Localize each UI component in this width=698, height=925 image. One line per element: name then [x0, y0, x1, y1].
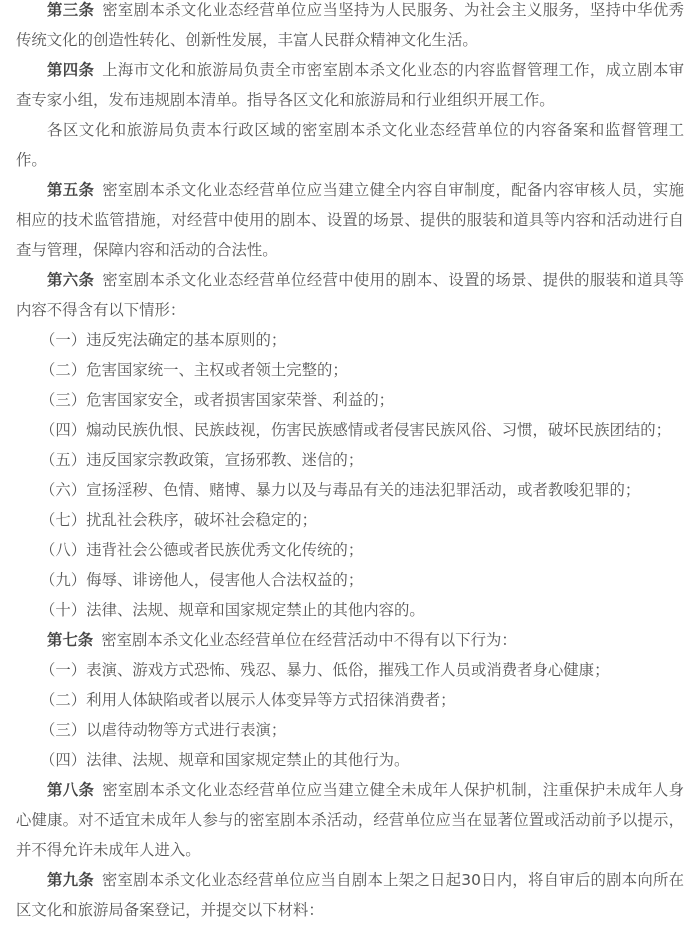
article-text: 密室剧本杀文化业态经营单位经营中使用的剧本、设置的场景、提供的服装和道具等内容不得含有以下情形： — [16, 271, 684, 319]
article-7 — [16, 625, 684, 655]
article-3 — [16, 0, 684, 55]
article-label: 第八条 — [47, 781, 95, 799]
list-item: （八）违背社会公德或者民族优秀文化传统的； — [40, 541, 364, 559]
article-6 — [16, 265, 684, 325]
list-item: （九）侮辱、诽谤他人，侵害他人合法权益的； — [40, 571, 364, 589]
article-text: 密室剧本杀文化业态经营单位在经营活动中不得有以下行为： — [101, 631, 517, 649]
list-item: （六）宣扬淫秽、色情、赌博、暴力以及与毒品有关的违法犯罪活动，或者教唆犯罪的； — [40, 481, 641, 499]
article-text: 上海市文化和旅游局负责全市密室剧本杀文化业态的内容监督管理工作，成立剧本审查专家小组，发布违规剧本清单。指导各区文化和旅游局和行业组织开展工作。 — [16, 61, 684, 109]
article-4-paragraph-2: 各区文化和旅游局负责本行政区域的密室剧本杀文化业态经营单位的内容备案和监督管理工作。 — [16, 121, 684, 169]
article-8 — [16, 775, 684, 865]
article-text: 密室剧本杀文化业态经营单位应当建立健全内容自审制度，配备内容审核人员，实施相应的技术监管措施，对经营中使用的剧本、设置的场景、提供的服装和道具等内容和活动进行自查与管理，保障内容和活动的合法性。 — [16, 181, 684, 259]
article-5 — [16, 175, 684, 265]
list-item: （二）危害国家统一、主权或者领土完整的； — [40, 361, 348, 379]
article-label: 第三条 — [47, 1, 95, 19]
list-item: （四）法律、法规、规章和国家规定禁止的其他行为。 — [40, 751, 410, 769]
list-item: （十）法律、法规、规章和国家规定禁止的其他内容的。 — [40, 601, 425, 619]
article-text: 密室剧本杀文化业态经营单位应当自剧本上架之日起30日内，将自审后的剧本向所在区文化和旅游局备案登记，并提交以下材料： — [16, 871, 684, 919]
list-item: （一）表演、游戏方式恐怖、残忍、暴力、低俗，摧残工作人员或消费者身心健康； — [40, 661, 610, 679]
list-item: （二）利用人体缺陷或者以展示人体变异等方式招徕消费者； — [40, 691, 456, 709]
article-label: 第九条 — [47, 871, 94, 889]
article-label: 第五条 — [47, 181, 95, 199]
article-4 — [16, 55, 684, 115]
article-text: 密室剧本杀文化业态经营单位应当建立健全未成年人保护机制，注重保护未成年人身心健康。对不适宜未成年人参与的密室剧本杀活动，经营单位应当在显著位置或活动前予以提示，并不得允许未成年人进入。 — [16, 781, 684, 859]
list-item: （三）以虐待动物等方式进行表演； — [40, 721, 287, 739]
article-label: 第四条 — [47, 61, 95, 79]
article-9 — [16, 865, 684, 925]
list-item: （三）危害国家安全，或者损害国家荣誉、利益的； — [40, 391, 394, 409]
article-text: 密室剧本杀文化业态经营单位应当坚持为人民服务、为社会主义服务，坚持中华优秀传统文化的创造性转化、创新性发展，丰富人民群众精神文化生活。 — [16, 1, 684, 49]
list-item: （五）违反国家宗教政策，宣扬邪教、迷信的； — [40, 451, 364, 469]
article-label: 第六条 — [47, 271, 95, 289]
list-item: （一）违反宪法确定的基本原则的； — [40, 331, 287, 349]
list-item: （四）煽动民族仇恨、民族歧视，伤害民族感情或者侵害民族风俗、习惯，破坏民族团结的； — [40, 421, 672, 439]
regulation-document — [16, 0, 684, 925]
article-label: 第七条 — [47, 631, 94, 649]
list-item: （七）扰乱社会秩序，破坏社会稳定的； — [40, 511, 318, 529]
